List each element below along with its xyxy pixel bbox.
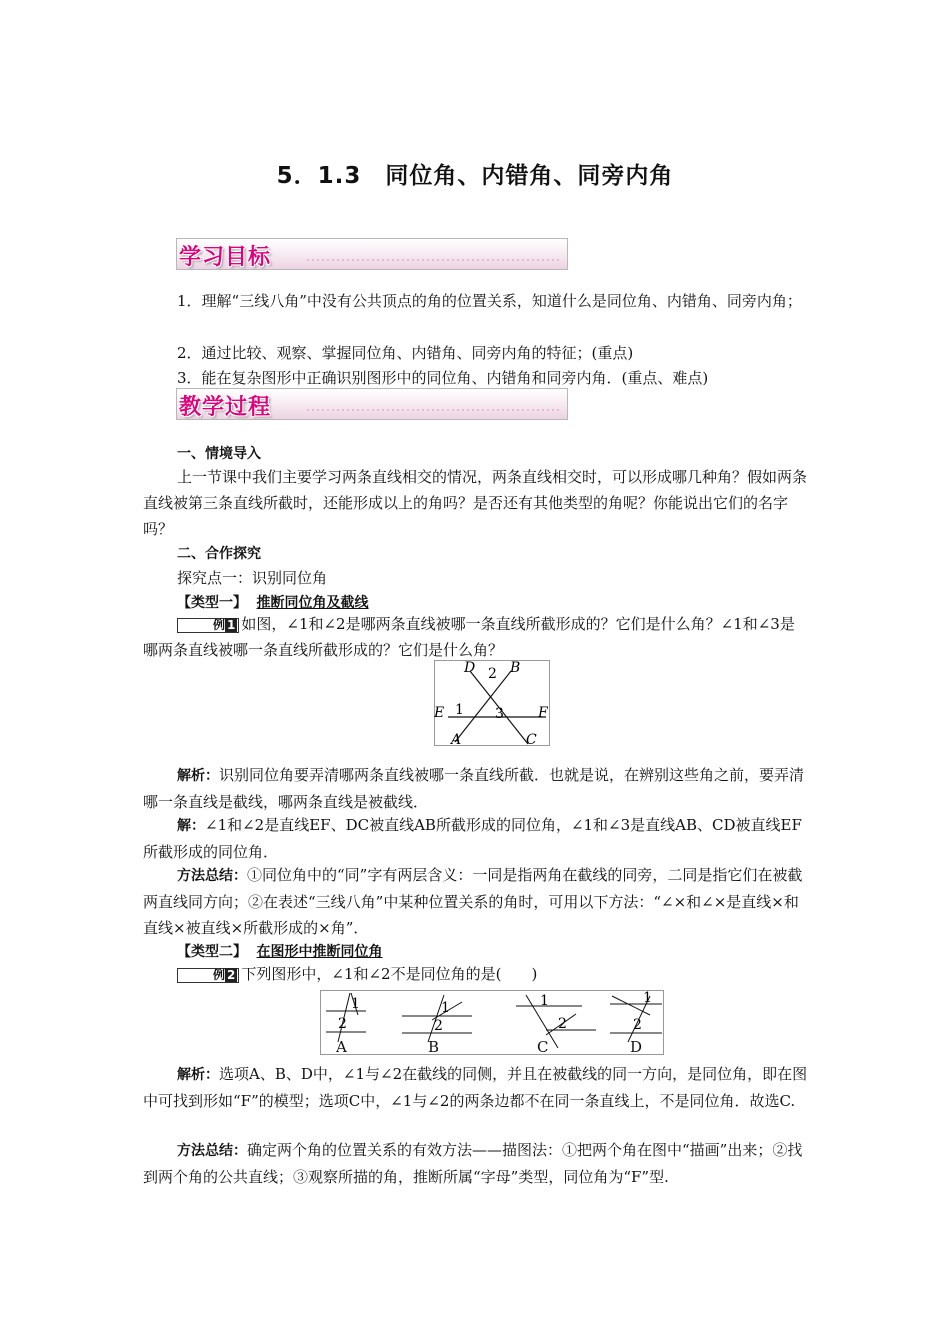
option-label-c: C <box>537 1038 549 1056</box>
example-2: 例 2 下列图形中，∠1和∠2不是同位角的是( ) <box>143 961 809 987</box>
figure-2 <box>320 990 664 1056</box>
svg-text:1: 1 <box>441 1000 450 1016</box>
goal-2: 2．通过比较、观察、掌握同位角、内错角、同旁内角的特征；(重点) <box>177 344 634 362</box>
label-B: B <box>510 660 521 676</box>
svg-text:2: 2 <box>338 1016 347 1032</box>
page-title: 5．1.3 同位角、内错角、同旁内角 <box>276 163 674 189</box>
section-banner-goals <box>176 238 568 270</box>
svg-text:2: 2 <box>558 1016 567 1032</box>
svg-text:2: 2 <box>633 1017 642 1033</box>
explore-point: 探究点一：识别同位角 <box>177 569 328 587</box>
example-badge: 例 1 <box>177 618 239 633</box>
goal-1: 1．理解“三线八角”中没有公共顶点的角的位置关系，知道什么是同位角、内错角、同旁内角； <box>177 292 802 310</box>
svg-text:2: 2 <box>434 1018 443 1034</box>
svg-text:1: 1 <box>643 990 652 1006</box>
banner-label: 教学过程 <box>179 395 272 420</box>
label-F: F <box>538 705 548 721</box>
example-1: 例 1 如图，∠1和∠2是哪两条直线被哪一条直线所截形成的？它们是什么角？∠1和∠3是哪两条直线被哪一条直线所截形成的？它们是什么角？ <box>143 615 795 659</box>
svg-text:1: 1 <box>540 993 549 1009</box>
type-heading: 【类型二】 在图形中推断同位角 <box>177 944 383 960</box>
section-heading: 二、合作探究 <box>177 546 261 562</box>
example-2-method: 方法总结：确定两个角的位置关系的有效方法——描图法：①把两个角在图中“描画”出来；②找到两个角的公共直线；③观察所描的角，推断所属“字母”类型，同位角为“F”型. <box>143 1141 803 1186</box>
banner-label: 学习目标 <box>179 245 272 270</box>
example-1-analysis: 解析：识别同位角要弄清哪两条直线被哪一条直线所截．也就是说，在辨别这些角之前，要弄清哪一条直线是截线，哪两条直线是被截线． <box>143 766 805 811</box>
svg-text:1: 1 <box>351 996 360 1012</box>
section-heading: 一、情境导入 <box>177 446 261 462</box>
label-D: D <box>464 660 476 676</box>
example-1-method: 方法总结：①同位角中的“同”字有两层含义：一同是指两角在截线的同旁，二同是指它们在被截两直线同方向；②在表述“三线八角”中某种位置关系的角时，可用以下方法：“∠×和∠×是直线×和直线×被直线×所截形成的×角”． <box>143 866 803 937</box>
option-label-a: A <box>336 1038 347 1056</box>
type-heading: 【类型一】 推断同位角及截线 <box>177 595 369 611</box>
figure-1 <box>434 660 550 746</box>
angle-1: 1 <box>455 702 464 718</box>
label-C: C <box>526 732 537 746</box>
section-text: 上一节课中我们主要学习两条直线相交的情况，两条直线相交时，可以形成哪几种角？假如两条直线被第三条直线所截时，还能形成以上的角吗？是否还有其他类型的角呢？你能说出它们的名字吗？ <box>143 468 808 538</box>
label-A: A <box>451 732 462 746</box>
example-badge: 例 2 <box>177 968 239 983</box>
option-label-b: B <box>428 1038 440 1056</box>
label-E: E <box>434 705 445 721</box>
example-2-analysis: 解析：选项A、B、D中，∠1与∠2在截线的同侧，并且在被截线的同一方向，是同位角，即在图中可找到形如“F”的模型；选项C中，∠1与∠2的两条边都不在同一条直线上，不是同位角．故选C. <box>143 1065 808 1110</box>
angle-2: 2 <box>488 666 497 682</box>
section-banner-process <box>176 388 568 420</box>
example-1-solution: 解：∠1和∠2是直线EF、DC被直线AB所截形成的同位角，∠1和∠3是直线AB、CD被直线EF所截形成的同位角． <box>143 816 802 861</box>
goal-3: 3．能在复杂图形中正确识别图形中的同位角、内错角和同旁内角．(重点、难点) <box>177 369 709 387</box>
angle-3: 3 <box>495 706 504 722</box>
option-label-d: D <box>630 1038 643 1056</box>
